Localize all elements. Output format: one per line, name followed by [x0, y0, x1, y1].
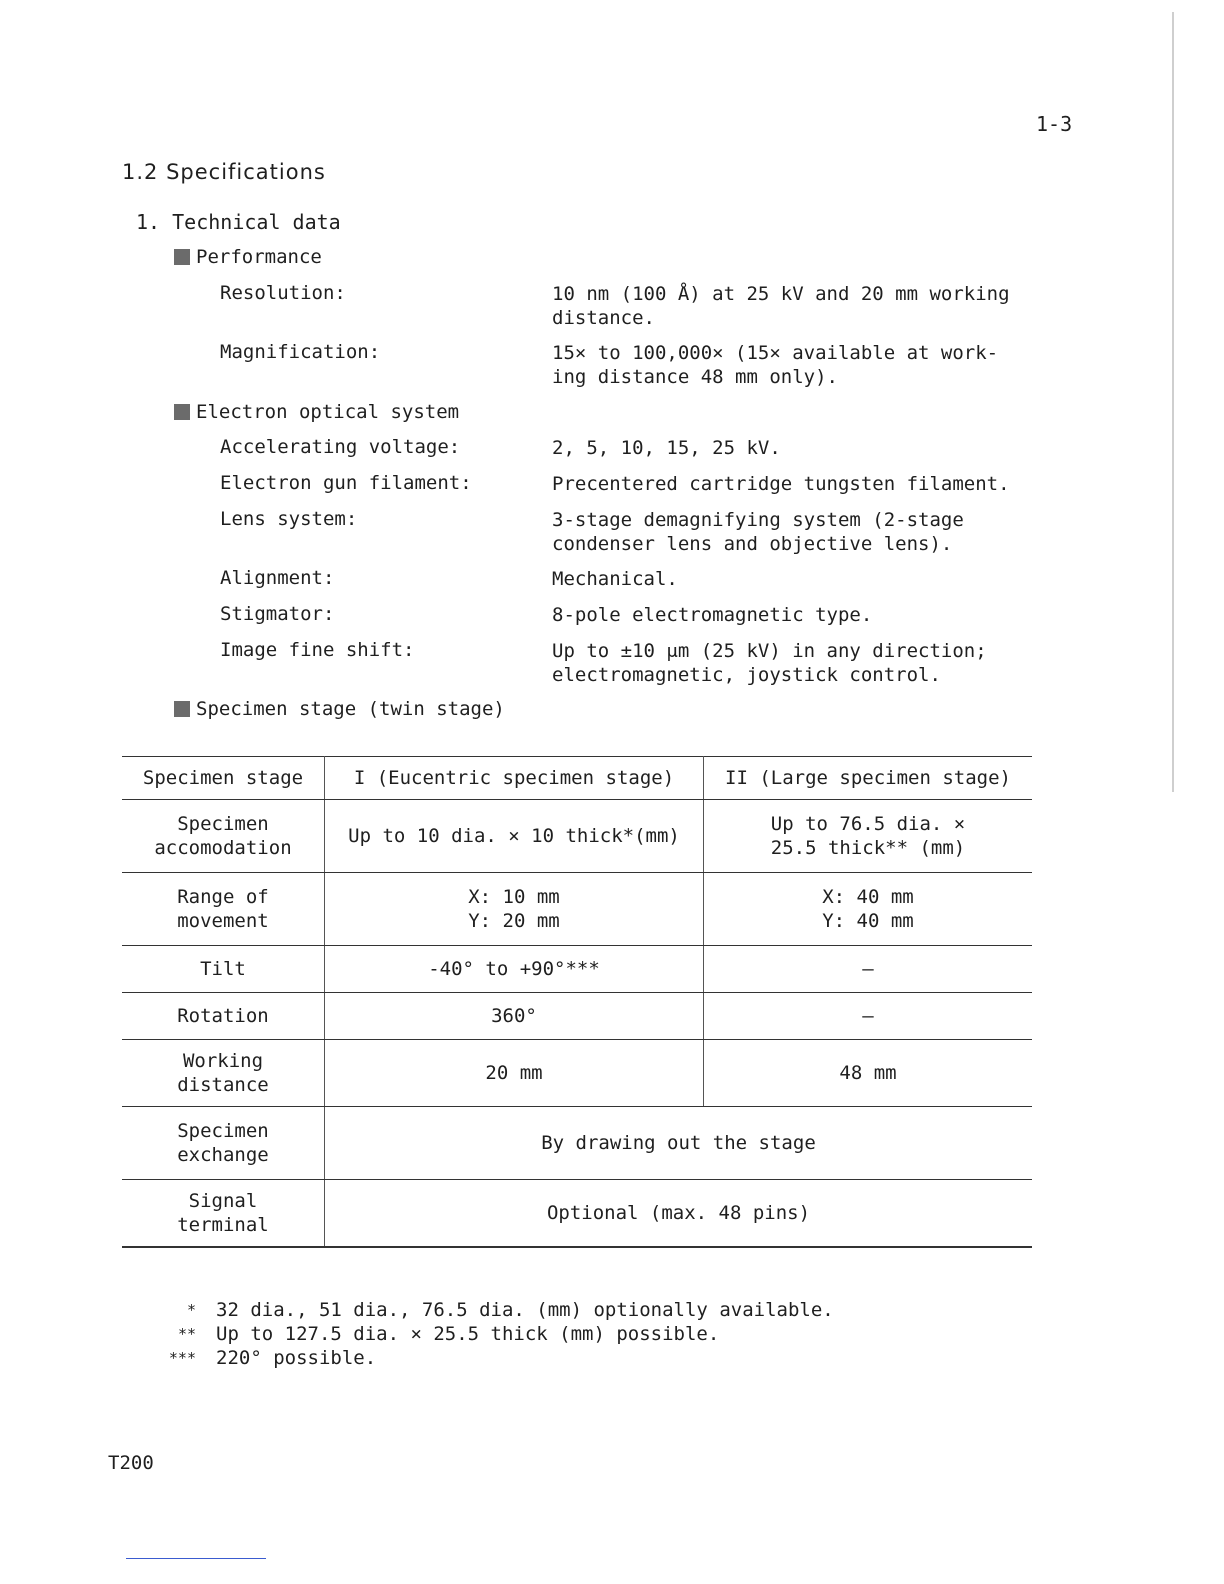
- spec-label-image-fine-shift: Image fine shift:: [220, 639, 415, 661]
- table-row: [122, 993, 1032, 1040]
- cell-line: Y: 20 mm: [468, 910, 560, 932]
- cell-line: Signal: [188, 1190, 258, 1212]
- table-header-row: [122, 757, 1032, 800]
- spec-value-lens-system: [552, 508, 964, 556]
- stage-one-cell: [325, 873, 704, 946]
- row-label-cell: [122, 1040, 325, 1107]
- square-bullet-icon: [174, 249, 190, 265]
- footer-document-code: T200: [108, 1452, 154, 1474]
- cell-line: terminal: [177, 1214, 269, 1236]
- table-header-cell: Specimen stage: [122, 757, 325, 800]
- table-row: [122, 1107, 1032, 1180]
- spec-value-alignment: Mechanical.: [552, 568, 678, 590]
- table-row: [122, 800, 1032, 873]
- value-line: condenser lens and objective lens).: [552, 533, 953, 555]
- spec-value-accelerating-voltage: 2, 5, 10, 15, 25 kV.: [552, 437, 781, 459]
- footnote-mark: *: [186, 1301, 196, 1319]
- spec-label-alignment: Alignment:: [220, 567, 335, 589]
- performance-heading-text: Performance: [196, 246, 322, 268]
- footnote-mark: **: [177, 1325, 196, 1343]
- spec-value-stigmator: 8-pole electromagnetic type.: [552, 604, 873, 626]
- spec-label-resolution: Resolution:: [220, 282, 346, 304]
- performance-heading: [174, 246, 322, 268]
- row-label-cell: [122, 800, 325, 873]
- electron-optical-heading-text: Electron optical system: [196, 401, 460, 423]
- specimen-stage-heading: [174, 698, 505, 720]
- table-row: [122, 1180, 1032, 1248]
- cell-line: movement: [177, 910, 269, 932]
- row-label-cell: [122, 1107, 325, 1180]
- footnote-text: Up to 127.5 dia. × 25.5 thick (mm) possible.: [216, 1323, 720, 1345]
- cell-line: accomodation: [154, 837, 292, 859]
- spec-value-resolution: [552, 282, 1010, 330]
- table-header-cell: II (Large specimen stage): [704, 757, 1033, 800]
- square-bullet-icon: [174, 404, 190, 420]
- spec-label-electron-gun-filament: Electron gun filament:: [220, 472, 472, 494]
- value-line: 3-stage demagnifying system (2-stage: [552, 509, 964, 531]
- cell-line: X: 10 mm: [468, 886, 560, 908]
- row-label-cell: Tilt: [122, 946, 325, 993]
- row-label-cell: [122, 873, 325, 946]
- section-title: 1.2 Specifications: [122, 160, 326, 184]
- cell-line: Working: [182, 1050, 264, 1072]
- specimen-stage-table: [122, 756, 1032, 1248]
- page-number: 1-3: [1036, 112, 1073, 136]
- spec-label-stigmator: Stigmator:: [220, 603, 335, 625]
- electron-optical-heading: [174, 401, 459, 423]
- cell-line: 25.5 thick** (mm): [770, 837, 966, 859]
- value-line: 15× to 100,000× (15× available at work-: [552, 342, 999, 364]
- spec-value-magnification: [552, 341, 998, 389]
- cell-line: exchange: [177, 1144, 269, 1166]
- table-row: [122, 946, 1032, 993]
- value-line: distance.: [552, 307, 655, 329]
- spec-value-image-fine-shift: [552, 639, 987, 687]
- cell-line: Up to 10 dia. × 10 thick*(mm): [348, 825, 680, 847]
- footnote-text: 220° possible.: [216, 1347, 377, 1369]
- spec-label-accelerating-voltage: Accelerating voltage:: [220, 436, 461, 458]
- specimen-stage-heading-text: Specimen stage (twin stage): [196, 698, 505, 720]
- spec-value-electron-gun-filament: Precentered cartridge tungsten filament.: [552, 473, 1010, 495]
- stage-two-cell: —: [704, 993, 1033, 1040]
- row-label-cell: Rotation: [122, 993, 325, 1040]
- merged-value-cell: Optional (max. 48 pins): [325, 1180, 1033, 1248]
- value-line: ing distance 48 mm only).: [552, 366, 838, 388]
- stage-two-cell: —: [704, 946, 1033, 993]
- value-line: Up to ±10 μm (25 kV) in any direction;: [552, 640, 987, 662]
- footnote: [150, 1322, 834, 1346]
- cell-line: distance: [177, 1074, 269, 1096]
- cell-line: Up to 76.5 dia. ×: [770, 813, 966, 835]
- row-label-cell: [122, 1180, 325, 1248]
- stage-one-cell: -40° to +90°***: [325, 946, 704, 993]
- cell-line: Specimen: [177, 813, 269, 835]
- bottom-rule: [126, 1558, 266, 1559]
- footnote: [150, 1346, 834, 1370]
- value-line: electromagnetic, joystick control.: [552, 664, 941, 686]
- stage-two-cell: [704, 873, 1033, 946]
- footnote: [150, 1298, 834, 1322]
- stage-one-cell: [325, 800, 704, 873]
- table-header-cell: I (Eucentric specimen stage): [325, 757, 704, 800]
- spec-label-magnification: Magnification:: [220, 341, 381, 363]
- merged-value-cell: By drawing out the stage: [325, 1107, 1033, 1180]
- footnote-text: 32 dia., 51 dia., 76.5 dia. (mm) optionally available.: [216, 1299, 834, 1321]
- cell-line: Specimen: [177, 1120, 269, 1142]
- subsection-title: 1. Technical data: [136, 210, 341, 234]
- table-row: [122, 1040, 1032, 1107]
- cell-line: Range of: [177, 886, 269, 908]
- table-row: [122, 873, 1032, 946]
- cell-line: X: 40 mm: [822, 886, 914, 908]
- scan-edge-rule: [1172, 12, 1174, 792]
- value-line: 10 nm (100 Å) at 25 kV and 20 mm working: [552, 283, 1010, 305]
- footnote-mark: ***: [168, 1349, 196, 1367]
- spec-label-lens-system: Lens system:: [220, 508, 358, 530]
- square-bullet-icon: [174, 701, 190, 717]
- cell-line: Y: 40 mm: [822, 910, 914, 932]
- stage-two-cell: 48 mm: [704, 1040, 1033, 1107]
- footnotes: [150, 1298, 834, 1370]
- stage-one-cell: 20 mm: [325, 1040, 704, 1107]
- stage-one-cell: 360°: [325, 993, 704, 1040]
- stage-two-cell: [704, 800, 1033, 873]
